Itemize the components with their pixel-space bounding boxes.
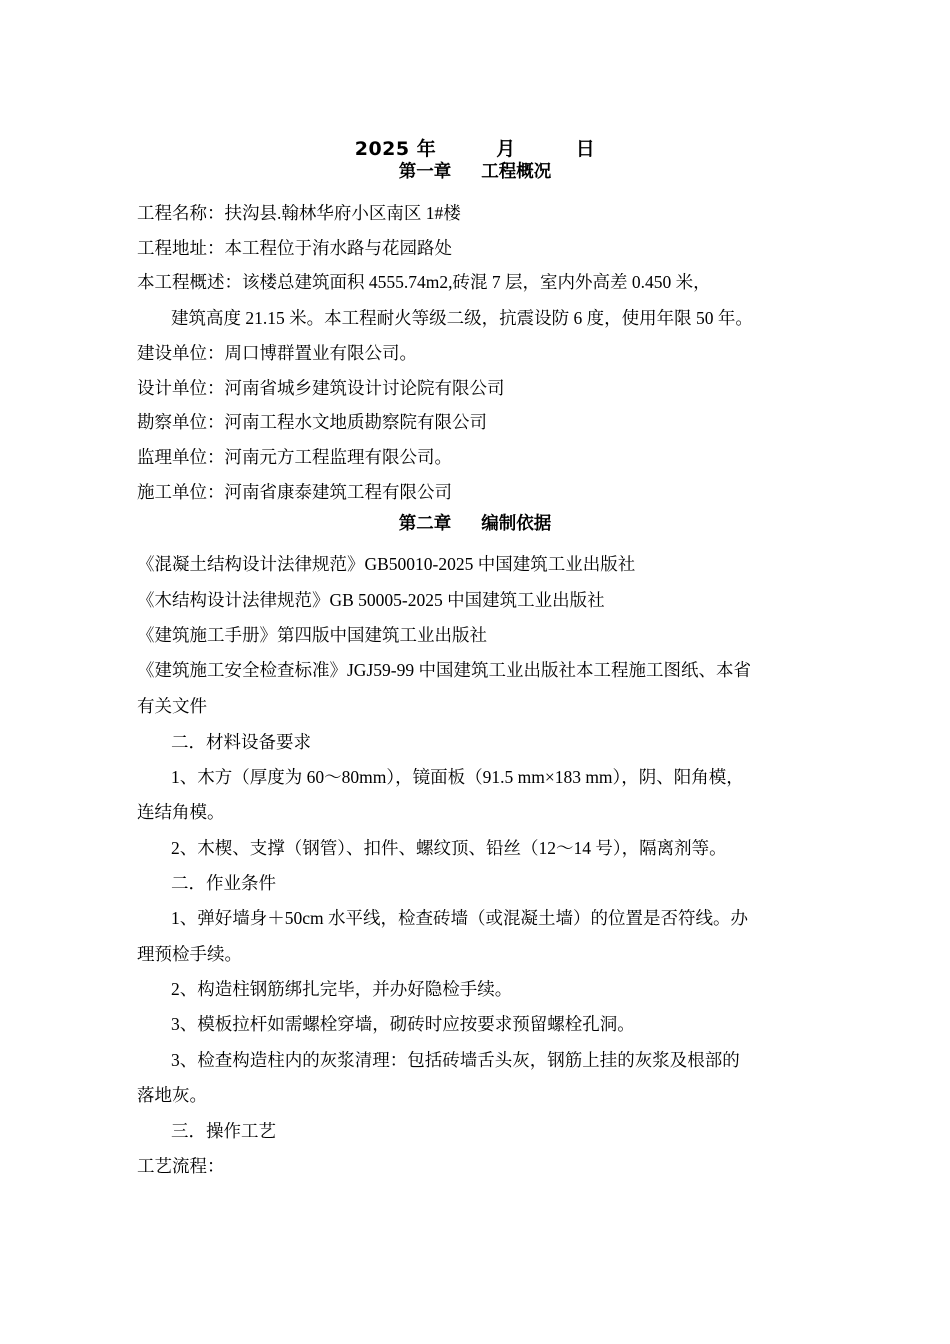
conditions-item-1-line2: 理预检手续。 <box>137 944 242 964</box>
contractor-unit: 施工单位：河南省康泰建筑工程有限公司 <box>137 482 452 502</box>
supervisor-unit: 监理单位：河南元方工程监理有限公司。 <box>137 447 452 467</box>
builder-unit: 建设单位：周口博群置业有限公司。 <box>137 343 417 363</box>
designer-unit: 设计单位：河南省城乡建筑设计讨论院有限公司 <box>137 378 505 398</box>
chapter1-heading <box>0 160 950 184</box>
conditions-item-4-line1: 3、检查构造柱内的灰浆清理：包括砖墙舌头灰，钢筋上挂的灰浆及根部的 <box>171 1050 740 1070</box>
chapter1-number: 第一章 <box>398 162 452 182</box>
materials-item-1-line2: 连结角模。 <box>137 802 225 822</box>
chapter2-title: 编制依据 <box>481 514 552 534</box>
conditions-heading: 二．作业条件 <box>171 873 276 893</box>
chapter1-title: 工程概况 <box>481 162 552 182</box>
basis-item-2: 《木结构设计法律规范》GB 50005-2025 中国建筑工业出版社 <box>137 590 605 610</box>
basis-item-1: 《混凝土结构设计法律规范》GB50010-2025 中国建筑工业出版社 <box>137 554 636 574</box>
chapter2-number: 第二章 <box>398 514 452 534</box>
materials-item-1-line1: 1、木方（厚度为 60～80mm），镜面板（91.5 mm×183 mm），阴、阳角模， <box>171 767 744 787</box>
date-year: 2025 年 <box>354 138 437 160</box>
date-day: 日 <box>575 138 596 160</box>
materials-item-2: 2、木楔、支撑（钢管）、扣件、螺纹顶、铅丝（12～14 号），隔离剂等。 <box>171 838 727 858</box>
date-line <box>0 137 950 161</box>
conditions-item-3: 3、模板拉杆如需螺栓穿墙，砌砖时应按要求预留螺栓孔洞。 <box>171 1014 635 1034</box>
chapter2-heading <box>0 512 950 536</box>
basis-item-4-line2: 有关文件 <box>137 696 207 716</box>
materials-heading: 二．材料设备要求 <box>171 732 311 752</box>
conditions-item-1-line1: 1、弹好墙身＋50cm 水平线，检查砖墙（或混凝土墙）的位置是否符线。办 <box>171 908 749 928</box>
basis-item-4-line1: 《建筑施工安全检查标准》JGJ59-99 中国建筑工业出版社本工程施工图纸、本省 <box>137 660 751 680</box>
project-summary-line2: 建筑高度 21.15 米。本工程耐火等级二级，抗震设防 6 度，使用年限 50 年。 <box>171 308 753 328</box>
conditions-item-4-line2: 落地灰。 <box>137 1085 207 1105</box>
project-summary-line1: 本工程概述：该楼总建筑面积 4555.74m2,砖混 7 层，室内外高差 0.450 米， <box>137 272 711 292</box>
basis-item-3: 《建筑施工手册》第四版中国建筑工业出版社 <box>137 625 487 645</box>
conditions-item-2: 2、构造柱钢筋绑扎完毕，并办好隐检手续。 <box>171 979 513 999</box>
process-flow-label: 工艺流程： <box>137 1156 225 1176</box>
project-name: 工程名称：扶沟县.翰林华府小区南区 1#楼 <box>137 203 461 223</box>
project-address: 工程地址：本工程位于洧水路与花园路处 <box>137 238 452 258</box>
process-heading: 三．操作工艺 <box>171 1121 276 1141</box>
surveyor-unit: 勘察单位：河南工程水文地质勘察院有限公司 <box>137 412 487 432</box>
date-month: 月 <box>496 138 516 160</box>
